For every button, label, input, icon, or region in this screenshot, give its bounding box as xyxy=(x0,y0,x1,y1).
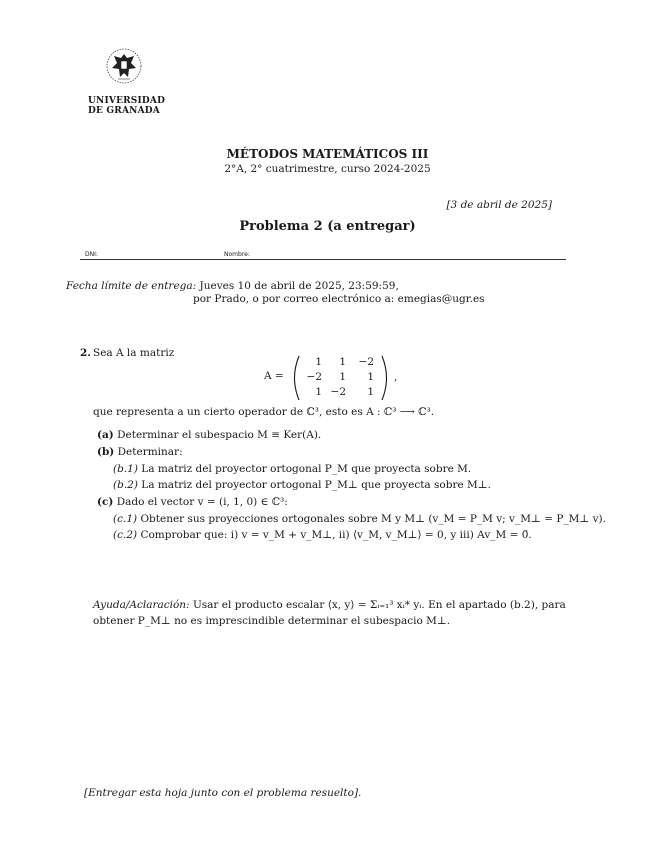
university-crest-logo xyxy=(104,46,144,92)
university-name xyxy=(88,96,165,116)
name-field-label: Nombre: xyxy=(224,251,250,258)
operator-statement: que representa a un cierto operador de ℂ³, esto es A : ℂ³ ⟶ ℂ³. xyxy=(93,406,435,418)
part-a-label: (a) xyxy=(97,429,114,441)
part-b xyxy=(97,446,183,458)
fields-underline xyxy=(80,259,566,260)
part-b2-text: La matriz del proyector ortogonal P_M⊥ que proyecta sobre M⊥. xyxy=(141,479,491,491)
matrix-a xyxy=(262,354,412,402)
problem-title: Problema 2 (a entregar) xyxy=(239,219,416,234)
matrix-cell: −2 xyxy=(306,371,322,383)
matrix-cell: 1 xyxy=(367,386,374,398)
deadline-label: Fecha límite de entrega: xyxy=(66,280,197,292)
part-b-text: Determinar: xyxy=(117,446,183,458)
part-c2 xyxy=(113,529,532,541)
help-text: Usar el producto escalar ⟨x, y⟩ = Σᵢ₌₁³ xᵢ* yᵢ. En el apartado (b.2), para obtener P_M⊥ no es imprescindible determinar el subespacio M⊥. xyxy=(93,599,566,627)
part-c1 xyxy=(113,513,606,525)
course-subtitle: 2°A, 2° cuatrimestre, curso 2024-2025 xyxy=(224,163,431,175)
help-label: Ayuda/Aclaración: xyxy=(93,599,190,611)
part-c1-text: Obtener sus proyecciones ortogonales sobre M y M⊥ (v_M = P_M v; v_M⊥ = P_M⊥ v). xyxy=(140,513,606,525)
part-c-text: Dado el vector v = (i, 1, 0) ∈ ℂ³: xyxy=(116,496,288,508)
university-line-2: DE GRANADA xyxy=(88,106,160,116)
matrix-lhs: A = xyxy=(264,370,284,382)
part-a-text: Determinar el subespacio M ≡ Ker(A). xyxy=(117,429,322,441)
matrix-comma: , xyxy=(394,371,398,383)
part-b2 xyxy=(113,479,491,491)
part-b1 xyxy=(113,463,471,475)
university-line-1: UNIVERSIDAD xyxy=(88,96,166,106)
help-note xyxy=(93,597,573,629)
part-c xyxy=(97,496,288,508)
problem-intro: Sea A la matriz xyxy=(93,347,175,359)
matrix-cell: −2 xyxy=(330,386,346,398)
part-b1-text: La matriz del proyector ortogonal P_M que proyecta sobre M. xyxy=(141,463,472,475)
part-b-label: (b) xyxy=(97,446,115,458)
part-b1-label: (b.1) xyxy=(113,463,138,475)
deadline-date: Jueves 10 de abril de 2025, 23:59:59, xyxy=(199,280,399,292)
part-c2-text: Comprobar que: i) v = v_M + v_M⊥, ii) ⟨v_M, v_M⊥⟩ = 0, y iii) Av_M = 0̄. xyxy=(140,529,532,541)
matrix-cell: 1 xyxy=(339,356,346,368)
problem-number: 2. xyxy=(80,347,91,359)
matrix-cell: 1 xyxy=(315,356,322,368)
issue-date: [3 de abril de 2025] xyxy=(446,199,552,211)
part-a xyxy=(97,429,321,441)
matrix-cell: 1 xyxy=(315,386,322,398)
matrix-cell: 1 xyxy=(339,371,346,383)
part-b2-label: (b.2) xyxy=(113,479,138,491)
dni-field-label: DNI: xyxy=(85,251,98,258)
matrix-cell: −2 xyxy=(358,356,374,368)
part-c-label: (c) xyxy=(97,496,114,508)
part-c2-label: (c.2) xyxy=(113,529,138,541)
footer-note: [Entregar esta hoja junto con el problema resuelto]. xyxy=(84,787,362,799)
matrix-cell: 1 xyxy=(367,371,374,383)
course-title: MÉTODOS MATEMÁTICOS III xyxy=(226,147,429,161)
deadline-line-1 xyxy=(66,279,399,293)
deadline-line-2: por Prado, o por correo electrónico a: emegias@ugr.es xyxy=(193,293,485,305)
part-c1-label: (c.1) xyxy=(113,513,138,525)
